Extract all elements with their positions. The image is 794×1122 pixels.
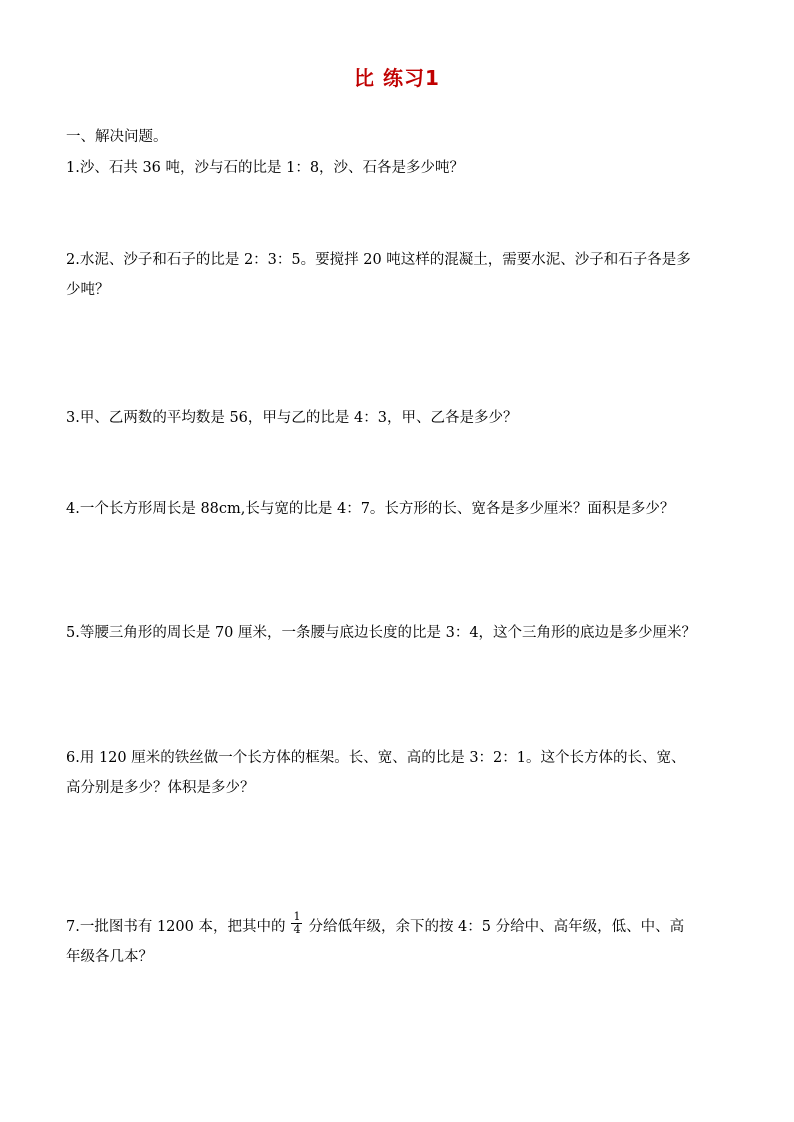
question-7-text-after: 分给低年级，余下的按 4：5 分给中、高年级，低、中、高 (308, 919, 685, 935)
question-1 (66, 153, 736, 183)
question-5 (66, 618, 736, 648)
question-6 (66, 743, 736, 803)
question-line: 1.沙、石共 36 吨，沙与石的比是 1：8，沙、石各是多少吨？ (66, 160, 465, 176)
question-line: 5.等腰三角形的周长是 70 厘米，一条腰与底边长度的比是 3：4，这个三角形的底边是多少厘米？ (66, 625, 697, 641)
question-4 (66, 494, 736, 524)
question-line: 3.甲、乙两数的平均数是 56，甲与乙的比是 4：3，甲、乙各是多少？ (66, 410, 518, 426)
question-7 (66, 909, 736, 972)
question-line (66, 909, 736, 942)
fraction (291, 911, 302, 936)
question-line: 2.水泥、沙子和石子的比是 2：3：5。要搅拌 20 吨这样的混凝土，需要水泥、沙子和石子各是多 (66, 252, 691, 268)
question-line: 4.一个长方形周长是 88cm,长与宽的比是 4：7。长方形的长、宽各是多少厘米？面积是多少？ (66, 501, 675, 517)
section-heading: 一、解决问题。 (66, 129, 168, 145)
question-line: 年级各几本？ (66, 949, 153, 965)
fraction-numerator: 1 (293, 909, 301, 923)
question-3 (66, 403, 736, 433)
page-title: 比 练习1 (354, 66, 440, 90)
question-line: 少吨？ (66, 282, 110, 298)
question-7-text-before: 7.一批图书有 1200 本，把其中的 (66, 919, 286, 935)
question-2 (66, 245, 736, 305)
fraction-denominator: 4 (293, 922, 301, 936)
question-line: 6.用 120 厘米的铁丝做一个长方体的框架。长、宽、高的比是 3：2：1。这个长方体的长、宽、 (66, 750, 686, 766)
question-line: 高分别是多少？体积是多少？ (66, 780, 255, 796)
